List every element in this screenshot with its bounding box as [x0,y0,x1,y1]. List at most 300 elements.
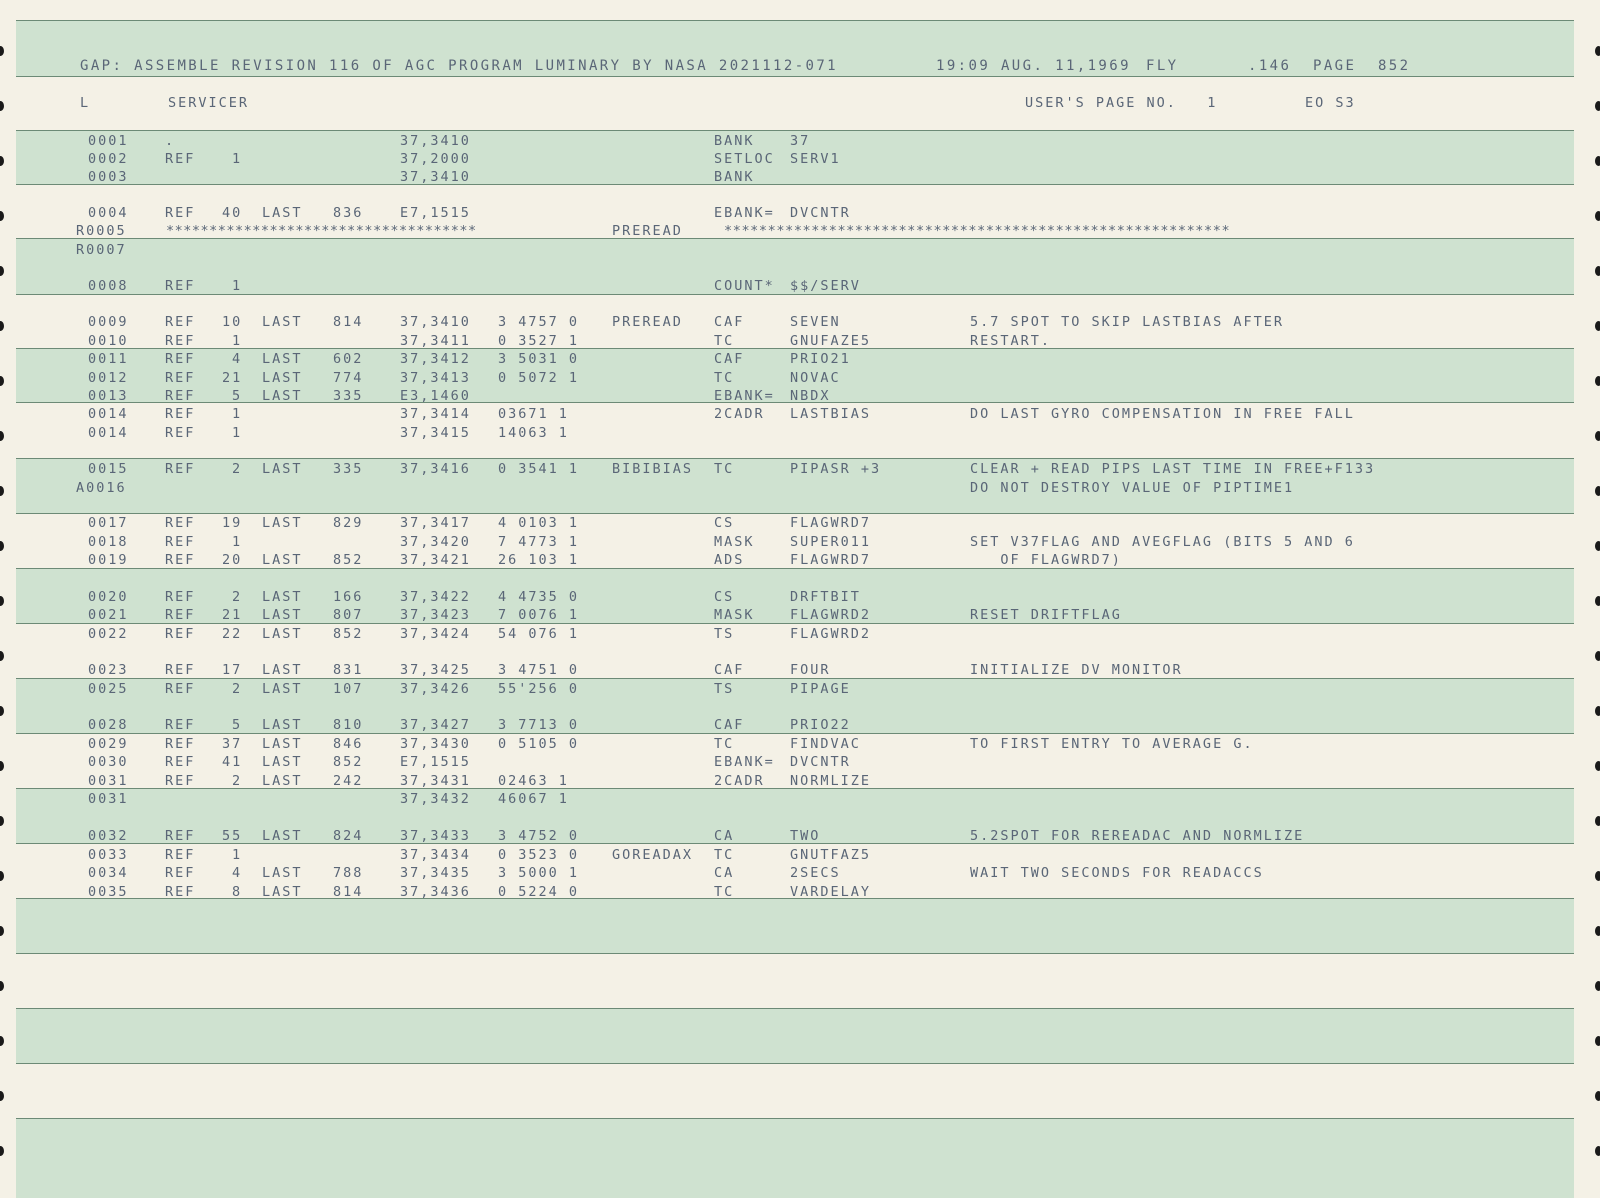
operand: PIPASR +3 [790,461,882,477]
ref-label: REF [165,662,196,678]
octal-code: 46067 1 [498,791,569,807]
line-number: 0034 [88,865,129,881]
last-page: 788 [333,865,364,881]
octal-code: 02463 1 [498,773,569,789]
ref-label: . [165,133,176,149]
opcode: CAF [714,662,745,678]
tractor-hole [1595,431,1600,441]
octal-code: 0 3527 1 [498,333,580,349]
ref-count: 1 [232,406,243,422]
line-number: 0010 [88,333,129,349]
last-page: 807 [333,607,364,623]
address: 37,2000 [400,151,471,167]
last-label: LAST [262,626,303,642]
ref-label: REF [165,351,196,367]
line-number: 0012 [88,370,129,386]
address: 37,3412 [400,351,471,367]
band-rule [16,1118,1574,1119]
ref-count: 5 [232,388,243,404]
ref-label: REF [165,278,196,294]
symbol-label: PREREAD [612,314,683,330]
line-number: 0017 [88,515,129,531]
address: E7,1515 [400,754,471,770]
tractor-hole [1595,706,1600,716]
band-rule [16,294,1574,295]
opcode: EBANK= [714,205,775,221]
page-number: PAGE 852 [1313,58,1411,74]
address: 37,3410 [400,133,471,149]
band-rule [16,20,1574,21]
tractor-hole [1595,376,1600,386]
address: 37,3421 [400,552,471,568]
tractor-holes-right [1586,0,1600,1198]
ref-count: 20 [222,552,243,568]
last-label: LAST [262,717,303,733]
opcode: SETLOC [714,151,775,167]
address: 37,3424 [400,626,471,642]
last-label: LAST [262,388,303,404]
tractor-hole [1595,101,1600,111]
operand: 2SECS [790,865,841,881]
ref-label: REF [165,847,196,863]
operand: DVCNTR [790,205,851,221]
octal-code: 3 4757 0 [498,314,580,330]
ref-label: REF [165,828,196,844]
line-number: 0035 [88,884,129,900]
ref-count: 37 [222,736,243,752]
octal-code: 4 4735 0 [498,589,580,605]
last-label: LAST [262,552,303,568]
opcode: CS [714,589,735,605]
ref-label: REF [165,773,196,789]
tractor-hole [0,981,4,991]
opcode: COUNT* [714,278,775,294]
operand: FLAGWRD7 [790,552,872,568]
line-number: 0025 [88,681,129,697]
address: 37,3416 [400,461,471,477]
opcode: TS [714,681,735,697]
opcode: TC [714,333,735,349]
line-number: 0013 [88,388,129,404]
tractor-hole [1595,1036,1600,1046]
tractor-hole [1595,651,1600,661]
last-label: LAST [262,370,303,386]
address: 37,3431 [400,773,471,789]
address: 37,3423 [400,607,471,623]
last-label: LAST [262,461,303,477]
tractor-hole [1595,211,1600,221]
address: 37,3422 [400,589,471,605]
last-label: LAST [262,773,303,789]
address: 37,3417 [400,515,471,531]
last-page: 166 [333,589,364,605]
opcode: TC [714,736,735,752]
ref-label: REF [165,865,196,881]
opcode: MASK [714,534,755,550]
last-page: 852 [333,626,364,642]
tractor-hole [0,1036,4,1046]
line-number: R0005 [76,223,127,239]
tractor-hole [1595,1091,1600,1101]
ref-label: REF [165,370,196,386]
address: 37,3433 [400,828,471,844]
ref-label: REF [165,388,196,404]
last-page: 814 [333,884,364,900]
tractor-hole [0,101,4,111]
octal-code: 3 4752 0 [498,828,580,844]
octal-code: 0 5224 0 [498,884,580,900]
ref-count: 1 [232,278,243,294]
operand: FLAGWRD2 [790,607,872,623]
ref-label: REF [165,626,196,642]
ref-count: 2 [232,589,243,605]
tractor-hole [1595,926,1600,936]
tractor-hole [1595,486,1600,496]
last-label: LAST [262,351,303,367]
last-page: 242 [333,773,364,789]
tractor-hole [0,541,4,551]
band-rule [16,130,1574,131]
log-flag: L [80,95,91,111]
listing-timestamp: 19:09 AUG. 11,1969 [936,58,1131,74]
ref-label: REF [165,884,196,900]
band-rule [16,458,1574,459]
ref-count: 40 [222,205,243,221]
opcode: EBANK= [714,388,775,404]
band-rule [16,1063,1574,1064]
band-rule [16,568,1574,569]
address: 37,3425 [400,662,471,678]
operand: FINDVAC [790,736,861,752]
ref-label: REF [165,461,196,477]
tractor-hole [1595,1146,1600,1156]
operand: PIPAGE [790,681,851,697]
octal-code: 0 3541 1 [498,461,580,477]
ref-count: 1 [232,847,243,863]
operand: NORMLIZE [790,773,872,789]
octal-code: 7 4773 1 [498,534,580,550]
octal-code: 0 5072 1 [498,370,580,386]
address: E7,1515 [400,205,471,221]
comment: DO NOT DESTROY VALUE OF PIPTIME1 [970,480,1295,496]
address: 37,3432 [400,791,471,807]
opcode: TC [714,847,735,863]
line-number: 0004 [88,205,129,221]
octal-code: 55'256 0 [498,681,580,697]
tractor-hole [0,431,4,441]
last-page: 774 [333,370,364,386]
octal-code: 3 4751 0 [498,662,580,678]
ref-count: 2 [232,461,243,477]
address: 37,3413 [400,370,471,386]
ref-count: 1 [232,425,243,441]
ref-label: REF [165,534,196,550]
opcode: ********************************************************** [724,223,1231,239]
ref-label: REF [165,754,196,770]
tractor-hole [1595,46,1600,56]
address: 37,3436 [400,884,471,900]
user-page-number: USER'S PAGE NO. 1 [1025,95,1218,111]
last-label: LAST [262,589,303,605]
operand: NOVAC [790,370,841,386]
operand: SUPER011 [790,534,872,550]
ref-count: 5 [232,717,243,733]
line-number: 0031 [88,791,129,807]
tractor-hole [0,816,4,826]
ref-count: 21 [222,607,243,623]
operand: DVCNTR [790,754,851,770]
ref-count: 4 [232,865,243,881]
line-number: 0018 [88,534,129,550]
operand: SERV1 [790,151,841,167]
ref-count: 8 [232,884,243,900]
tractor-hole [0,266,4,276]
operand: FLAGWRD7 [790,515,872,531]
ref-count: 1 [232,333,243,349]
ref-count: 41 [222,754,243,770]
address: 37,3427 [400,717,471,733]
last-page: 831 [333,662,364,678]
band-rule [16,1008,1574,1009]
comment: RESTART. [970,333,1052,349]
comment: TO FIRST ENTRY TO AVERAGE G. [970,736,1254,752]
address: 37,3410 [400,169,471,185]
octal-code: 4 0103 1 [498,515,580,531]
ref-count: 2 [232,773,243,789]
tractor-hole [0,651,4,661]
ref-count: 1 [232,151,243,167]
last-page: 852 [333,754,364,770]
opcode: CA [714,828,735,844]
opcode: CAF [714,717,745,733]
comment: OF FLAGWRD7) [970,552,1122,568]
tractor-hole [0,706,4,716]
octal-code: 14063 1 [498,425,569,441]
last-page: 107 [333,681,364,697]
last-page: 852 [333,552,364,568]
line-number: R0007 [76,242,127,258]
operand: 37 [790,133,811,149]
opcode: CAF [714,314,745,330]
address: 37,3411 [400,333,471,349]
fly-label: FLY [1146,58,1179,74]
opcode: BANK [714,133,755,149]
ref-label: REF [165,589,196,605]
opcode: CA [714,865,735,881]
line-number: 0021 [88,607,129,623]
ref-label: REF [165,717,196,733]
operand: VARDELAY [790,884,872,900]
tractor-hole [1595,871,1600,881]
ref-count: 10 [222,314,243,330]
address: 37,3414 [400,406,471,422]
opcode: TS [714,626,735,642]
ref-label: REF [165,607,196,623]
green-bar-band [16,1118,1574,1198]
tractor-hole [1595,266,1600,276]
opcode: MASK [714,607,755,623]
tractor-hole [1595,761,1600,771]
ref-label: ************************************ [166,223,477,239]
octal-code: 03671 1 [498,406,569,422]
ref-count: 2 [232,681,243,697]
green-bar-band [16,898,1574,953]
last-label: LAST [262,884,303,900]
line-number: 0029 [88,736,129,752]
line-number: 0001 [88,133,129,149]
tractor-holes-left [0,0,14,1198]
line-number: A0016 [76,480,127,496]
last-page: 810 [333,717,364,733]
last-label: LAST [262,736,303,752]
listing-title: GAP: ASSEMBLE REVISION 116 OF AGC PROGRAM LUMINARY BY NASA 2021112-071 [80,58,839,74]
line-number: 0023 [88,662,129,678]
operand: NBDX [790,388,831,404]
line-number: 0031 [88,773,129,789]
operand: FLAGWRD2 [790,626,872,642]
comment: CLEAR + READ PIPS LAST TIME IN FREE+F133 [970,461,1376,477]
operand: SEVEN [790,314,841,330]
tractor-hole [1595,541,1600,551]
ref-count: 4 [232,351,243,367]
ref-label: REF [165,552,196,568]
operand: GNUTFAZ5 [790,847,872,863]
opcode: CAF [714,351,745,367]
ref-count: 17 [222,662,243,678]
last-label: LAST [262,681,303,697]
tractor-hole [1595,596,1600,606]
tractor-hole [0,596,4,606]
section-name: SERVICER [168,95,250,111]
operand: FOUR [790,662,831,678]
address: 37,3410 [400,314,471,330]
opcode: EBANK= [714,754,775,770]
address: E3,1460 [400,388,471,404]
octal-code: 3 7713 0 [498,717,580,733]
last-page: 335 [333,461,364,477]
band-rule [16,733,1574,734]
tractor-hole [0,211,4,221]
octal-code: 7 0076 1 [498,607,580,623]
green-bar-band [16,1008,1574,1063]
last-label: LAST [262,205,303,221]
line-number: 0014 [88,425,129,441]
comment: WAIT TWO SECONDS FOR READACCS [970,865,1264,881]
line-number: 0011 [88,351,129,367]
line-number: 0020 [88,589,129,605]
ref-label: REF [165,736,196,752]
octal-code: 3 5000 1 [498,865,580,881]
last-page: 836 [333,205,364,221]
line-number: 0014 [88,406,129,422]
line-number: 0022 [88,626,129,642]
operand: PRIO22 [790,717,851,733]
tractor-hole [0,321,4,331]
opcode: ADS [714,552,745,568]
opcode: TC [714,370,735,386]
ref-label: REF [165,515,196,531]
comment: SET V37FLAG AND AVEGFLAG (BITS 5 AND 6 [970,534,1355,550]
line-number: 0002 [88,151,129,167]
last-label: LAST [262,607,303,623]
tractor-hole [0,1146,4,1156]
tractor-hole [0,871,4,881]
line-number: 0028 [88,717,129,733]
last-page: 829 [333,515,364,531]
band-rule [16,678,1574,679]
line-number: 0008 [88,278,129,294]
opcode: 2CADR [714,773,765,789]
address: 37,3415 [400,425,471,441]
run-code: .146 [1248,58,1292,74]
operand: $$/SERV [790,278,861,294]
operand: LASTBIAS [790,406,872,422]
tractor-hole [0,486,4,496]
address: 37,3435 [400,865,471,881]
ref-label: REF [165,681,196,697]
operand: PRIO21 [790,351,851,367]
ref-count: 19 [222,515,243,531]
octal-code: 54 076 1 [498,626,580,642]
ref-label: REF [165,333,196,349]
tractor-hole [1595,156,1600,166]
opcode: TC [714,884,735,900]
tractor-hole [0,1091,4,1101]
line-number: 0030 [88,754,129,770]
last-label: LAST [262,754,303,770]
line-number: 0033 [88,847,129,863]
tractor-hole [0,46,4,56]
ref-count: 22 [222,626,243,642]
line-number: 0032 [88,828,129,844]
last-label: LAST [262,865,303,881]
last-page: 824 [333,828,364,844]
tractor-hole [1595,321,1600,331]
operand: GNUFAZE5 [790,333,872,349]
line-number: 0019 [88,552,129,568]
ref-label: REF [165,425,196,441]
octal-code: 0 3523 0 [498,847,580,863]
comment: 5.7 SPOT TO SKIP LASTBIAS AFTER [970,314,1284,330]
band-rule [16,953,1574,954]
last-label: LAST [262,828,303,844]
tractor-hole [0,376,4,386]
symbol-label: GOREADAX [612,847,694,863]
last-page: 602 [333,351,364,367]
octal-code: 0 5105 0 [498,736,580,752]
tractor-hole [1595,816,1600,826]
symbol-label: PREREAD [612,223,683,239]
tractor-hole [0,156,4,166]
opcode: TC [714,461,735,477]
operand: DRFTBIT [790,589,861,605]
line-number: 0003 [88,169,129,185]
band-rule [16,76,1574,77]
address: 37,3434 [400,847,471,863]
address: 37,3420 [400,534,471,550]
line-number: 0015 [88,461,129,477]
address: 37,3426 [400,681,471,697]
eo-code: EO S3 [1305,95,1356,111]
opcode: BANK [714,169,755,185]
octal-code: 26 103 1 [498,552,580,568]
band-rule [16,623,1574,624]
tractor-hole [0,926,4,936]
address: 37,3430 [400,736,471,752]
band-rule [16,513,1574,514]
last-page: 814 [333,314,364,330]
ref-label: REF [165,151,196,167]
